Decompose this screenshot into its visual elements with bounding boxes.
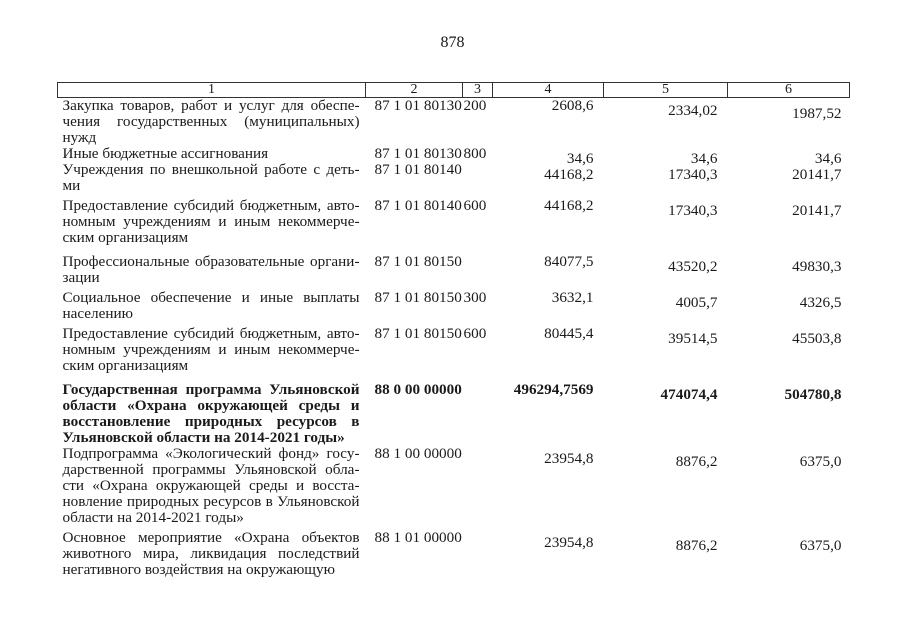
row-code: 88 0 00 00000 [374, 381, 462, 398]
column-header-6: 6 [728, 83, 850, 98]
table-row [58, 146, 850, 162]
row-name: Государственная программа Ульяновской области «Охрана окружающей среды и восстановление природных ресурсов в Ульяновской области на 2014-2021 годы» [62, 381, 360, 446]
row-value-col6: 20141,7 [792, 202, 842, 219]
row-value-col5: 39514,5 [668, 330, 718, 347]
row-name: Учреждения по внешкольной работе с детьми [62, 161, 360, 194]
row-code: 88 1 00 00000 [374, 445, 462, 462]
row-value-col6: 20141,7 [792, 166, 842, 183]
row-code: 87 1 01 80140 [374, 161, 462, 178]
table-row [58, 446, 850, 530]
row-value-col6: 1987,52 [792, 105, 842, 122]
row-value-col4: 44168,2 [544, 197, 594, 214]
row-value-col6: 45503,8 [792, 330, 842, 347]
row-expense-type [463, 162, 493, 198]
row-value-col4: 80445,4 [544, 325, 594, 342]
row-value-col6: 6375,0 [799, 453, 842, 470]
row-value-col4: 23954,8 [544, 450, 594, 467]
row-value-col4: 34,6 [566, 150, 594, 167]
row-expense-type [463, 382, 493, 446]
row-name: Подпрограмма «Экологический фонд» государственной программы Ульяновской области «Охрана окружающей среды и восстановление природных ресурсов в Ульяновской области на 2014-2021 годы» [62, 445, 360, 526]
row-code: 87 1 01 80150 [374, 253, 462, 270]
row-code: 87 1 01 80140 [374, 197, 462, 214]
row-value-col5: 2334,02 [668, 102, 718, 119]
table-row [58, 162, 850, 198]
row-expense-type: 600 [463, 197, 487, 214]
row-expense-type [463, 254, 493, 290]
column-header-2: 2 [366, 83, 463, 98]
row-value-col6: 6375,0 [799, 537, 842, 554]
column-header-4: 4 [493, 83, 604, 98]
row-code: 87 1 01 80130 [374, 97, 462, 114]
row-value-col4: 496294,7569 [513, 381, 594, 398]
column-header-3: 3 [463, 83, 493, 98]
table-row [58, 382, 850, 446]
row-value-col6: 504780,8 [784, 386, 842, 403]
row-value-col4: 3632,1 [551, 289, 594, 306]
row-value-col5: 474074,4 [660, 386, 718, 403]
table-row [58, 530, 850, 578]
row-name: Основное мероприятие «Охрана объектов животного мира, ликвидация последствий негативного воздействия на окружающую [62, 529, 360, 578]
table-row [58, 290, 850, 326]
row-code: 88 1 01 00000 [374, 529, 462, 546]
row-value-col5: 17340,3 [668, 202, 718, 219]
row-value-col5: 4005,7 [675, 294, 718, 311]
row-expense-type: 600 [463, 325, 487, 342]
page-number: 878 [440, 34, 465, 51]
row-code: 87 1 01 80130 [374, 145, 462, 162]
header-row [58, 83, 850, 98]
row-value-col5: 8876,2 [675, 453, 718, 470]
budget-table [57, 82, 850, 578]
table-row [58, 326, 850, 382]
row-expense-type: 300 [463, 289, 487, 306]
row-value-col4: 44168,2 [544, 166, 594, 183]
column-header-5: 5 [604, 83, 728, 98]
row-expense-type: 800 [463, 145, 487, 162]
row-name: Предоставление субсидий бюджетным, автономным учреждениям и иным некоммерческим организациям [62, 197, 360, 246]
row-name: Профессиональные образовательные организации [62, 253, 360, 286]
row-value-col4: 84077,5 [544, 253, 594, 270]
row-value-col5: 17340,3 [668, 166, 718, 183]
row-expense-type: 200 [463, 97, 487, 114]
row-name: Закупка товаров, работ и услуг для обеспечения государственных (муниципальных) нужд [62, 97, 360, 146]
column-header-1: 1 [58, 83, 366, 98]
row-value-col5: 34,6 [690, 150, 718, 167]
row-value-col6: 34,6 [814, 150, 842, 167]
row-name: Социальное обеспечение и иные выплаты населению [62, 289, 360, 322]
row-code: 87 1 01 80150 [374, 289, 462, 306]
table-row [58, 254, 850, 290]
row-name: Предоставление субсидий бюджетным, автономным учреждениям и иным некоммерческим организациям [62, 325, 360, 374]
row-name: Иные бюджетные ассигнования [62, 145, 269, 162]
row-value-col5: 43520,2 [668, 258, 718, 275]
row-expense-type [463, 446, 493, 530]
row-value-col6: 4326,5 [799, 294, 842, 311]
row-value-col6: 49830,3 [792, 258, 842, 275]
row-value-col4: 2608,6 [551, 97, 594, 114]
row-value-col4: 23954,8 [544, 534, 594, 551]
table-row [58, 98, 850, 147]
row-code: 87 1 01 80150 [374, 325, 462, 342]
table-row [58, 198, 850, 254]
row-value-col5: 8876,2 [675, 537, 718, 554]
row-expense-type [463, 530, 493, 578]
